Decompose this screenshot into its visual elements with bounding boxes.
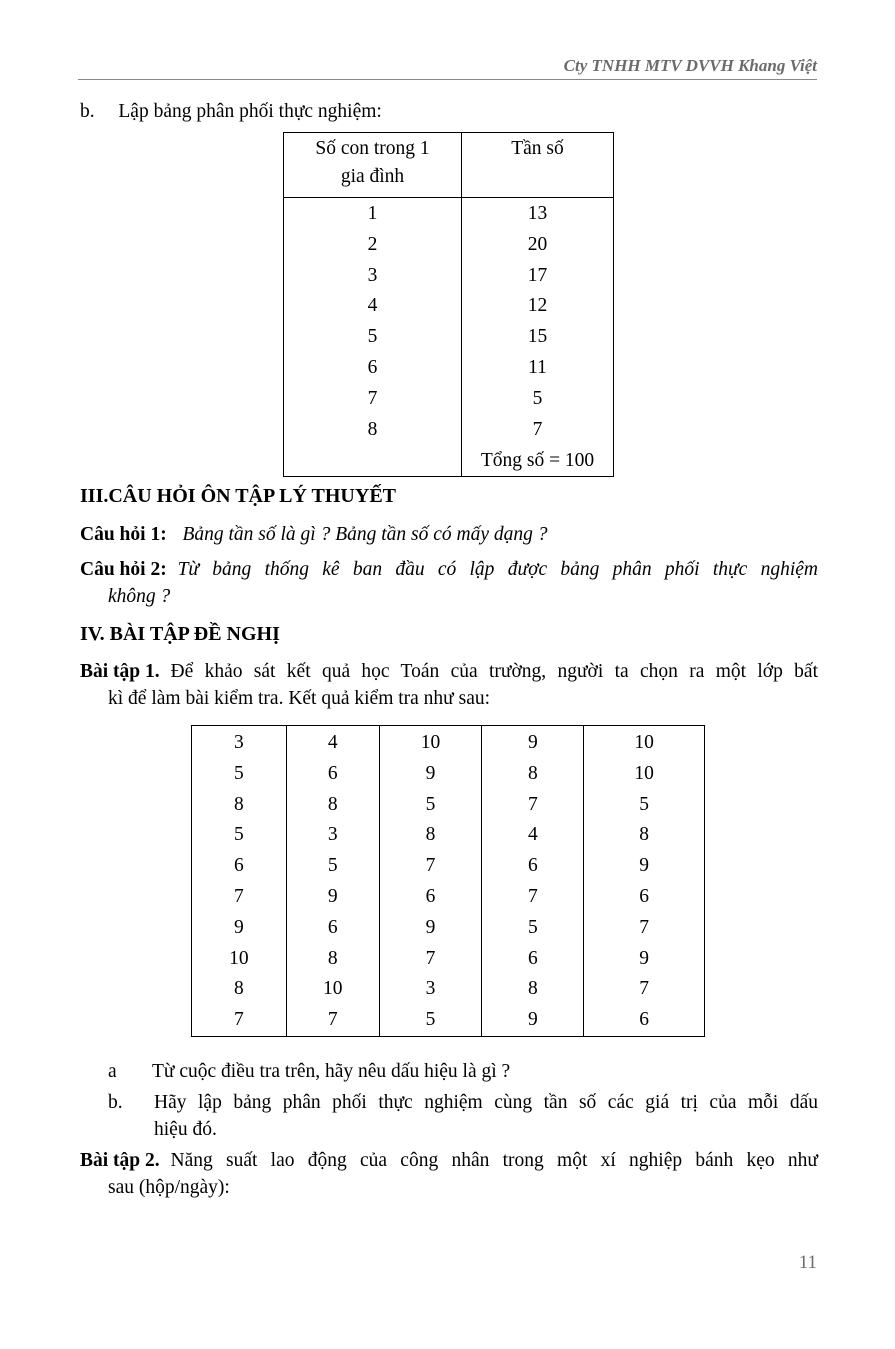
score-cell: 8 xyxy=(286,944,379,975)
score-cell: 9 xyxy=(482,726,584,759)
score-cell: 5 xyxy=(482,913,584,944)
item-a-label: a xyxy=(108,1061,117,1082)
score-cell: 6 xyxy=(482,944,584,975)
exercise-1-text-line2: kì để làm bài kiểm tra. Kết quả kiểm tra như sau: xyxy=(108,688,491,709)
score-cell: 10 xyxy=(584,726,705,759)
score-cell: 10 xyxy=(286,974,379,1005)
score-cell: 6 xyxy=(379,882,482,913)
freq-values-column xyxy=(284,198,462,477)
freq-count-cell: 20 xyxy=(527,233,548,255)
score-cell: 3 xyxy=(286,820,379,851)
score-cell: 7 xyxy=(192,882,287,913)
score-cell: 7 xyxy=(584,974,705,1005)
exercise-2-text-line1: Năng suất lao động của công nhân trong một xí nghiệp bánh kẹo như xyxy=(170,1150,818,1171)
item-b-text-line2: hiệu đó. xyxy=(154,1119,217,1140)
score-cell: 8 xyxy=(286,790,379,821)
freq-header-value-line2: gia đình xyxy=(340,166,405,187)
score-cell: 7 xyxy=(482,882,584,913)
question-2-label: Câu hỏi 2: xyxy=(80,559,167,580)
exercise-1 xyxy=(80,658,818,712)
freq-value-cell: 5 xyxy=(367,326,378,348)
score-cell: 6 xyxy=(584,1005,705,1036)
item-b xyxy=(108,1089,818,1143)
score-cell: 4 xyxy=(482,820,584,851)
freq-header-value-line1: Số con trong 1 xyxy=(315,138,430,159)
score-cell: 10 xyxy=(584,759,705,790)
freq-value-cell: 6 xyxy=(367,356,378,378)
score-row xyxy=(192,790,705,821)
score-cell: 6 xyxy=(192,851,287,882)
question-1-text: Bảng tần số là gì ? Bảng tần số có mấy dạng ? xyxy=(182,524,548,545)
score-row xyxy=(192,944,705,975)
score-cell: 5 xyxy=(286,851,379,882)
frequency-table xyxy=(283,132,614,477)
score-cell: 5 xyxy=(379,790,482,821)
running-header: Cty TNHH MTV DVVH Khang Việt xyxy=(563,56,817,75)
section4-title: IV. BÀI TẬP ĐỀ NGHỊ xyxy=(80,623,280,645)
item-b-label: b. xyxy=(108,1092,123,1113)
score-table xyxy=(191,725,705,1037)
freq-count-cell: 11 xyxy=(528,356,547,378)
score-cell: 9 xyxy=(192,913,287,944)
freq-count-cell: 15 xyxy=(527,326,548,348)
exercise-1-label: Bài tập 1. xyxy=(80,661,160,682)
score-cell: 9 xyxy=(584,944,705,975)
freq-total: Tổng số = 100 xyxy=(480,450,595,472)
freq-value-cell: 8 xyxy=(367,418,378,440)
score-cell: 8 xyxy=(379,820,482,851)
section-b-text: Lập bảng phân phối thực nghiệm: xyxy=(118,101,382,122)
section3-title: III.CÂU HỎI ÔN TẬP LÝ THUYẾT xyxy=(80,485,396,507)
score-cell: 9 xyxy=(379,913,482,944)
header-rule xyxy=(78,79,817,80)
question-1-label: Câu hỏi 1: xyxy=(80,524,167,545)
freq-value-cell: 1 xyxy=(367,203,378,224)
score-row xyxy=(192,726,705,759)
freq-value-cell: 4 xyxy=(367,295,378,317)
score-cell: 4 xyxy=(286,726,379,759)
exercise-2-label: Bài tập 2. xyxy=(80,1150,160,1171)
freq-header-value xyxy=(284,133,462,198)
score-row xyxy=(192,974,705,1005)
score-cell: 5 xyxy=(192,820,287,851)
question-2 xyxy=(80,556,818,610)
score-cell: 10 xyxy=(379,726,482,759)
freq-count-cell: 5 xyxy=(532,387,543,409)
score-row xyxy=(192,759,705,790)
score-row xyxy=(192,1005,705,1036)
score-row xyxy=(192,851,705,882)
question-1 xyxy=(80,521,818,548)
score-cell: 9 xyxy=(482,1005,584,1036)
exercise-2-text-line2: sau (hộp/ngày): xyxy=(108,1177,230,1198)
score-row xyxy=(192,913,705,944)
score-cell: 8 xyxy=(584,820,705,851)
question-2-text-line2: không ? xyxy=(108,586,171,607)
exercise-2 xyxy=(80,1147,818,1201)
question-2-text-line1: Từ bảng thống kê ban đầu có lập được bảng phân phối thực nghiệm xyxy=(177,559,818,580)
score-cell: 6 xyxy=(584,882,705,913)
score-cell: 10 xyxy=(192,944,287,975)
score-cell: 8 xyxy=(482,974,584,1005)
score-cell: 6 xyxy=(482,851,584,882)
score-cell: 7 xyxy=(192,1005,287,1036)
score-cell: 6 xyxy=(286,759,379,790)
score-cell: 9 xyxy=(379,759,482,790)
freq-header-frequency: Tần số xyxy=(462,133,614,198)
item-a xyxy=(108,1058,818,1085)
score-cell: 7 xyxy=(379,944,482,975)
score-cell: 7 xyxy=(482,790,584,821)
freq-value-cell: 3 xyxy=(367,264,378,286)
score-cell: 8 xyxy=(482,759,584,790)
freq-count-cell: 13 xyxy=(527,203,548,224)
score-cell: 7 xyxy=(584,913,705,944)
score-cell: 5 xyxy=(192,759,287,790)
score-cell: 7 xyxy=(379,851,482,882)
page-number: 11 xyxy=(798,1252,817,1273)
score-cell: 9 xyxy=(286,882,379,913)
score-cell: 5 xyxy=(584,790,705,821)
freq-count-cell: 7 xyxy=(532,418,543,440)
score-cell: 6 xyxy=(286,913,379,944)
score-cell: 7 xyxy=(286,1005,379,1036)
freq-value-cell: 2 xyxy=(367,233,378,255)
score-row xyxy=(192,820,705,851)
freq-frequencies-column xyxy=(462,198,614,477)
score-cell: 8 xyxy=(192,790,287,821)
freq-count-cell: 12 xyxy=(527,295,548,317)
score-cell: 3 xyxy=(192,726,287,759)
freq-count-cell: 17 xyxy=(527,264,548,286)
item-b-text-line1: Hãy lập bảng phân phối thực nghiệm cùng tần số các giá trị của mỗi dấu xyxy=(154,1092,818,1113)
section-b-line xyxy=(80,98,818,125)
item-a-text: Từ cuộc điều tra trên, hãy nêu dấu hiệu là gì ? xyxy=(152,1061,511,1082)
score-cell: 8 xyxy=(192,974,287,1005)
exercise-1-text-line1: Để khảo sát kết quả học Toán của trường, người ta chọn ra một lớp bất xyxy=(170,661,818,682)
freq-value-cell: 7 xyxy=(367,387,378,409)
score-cell: 5 xyxy=(379,1005,482,1036)
score-cell: 3 xyxy=(379,974,482,1005)
score-row xyxy=(192,882,705,913)
section-b-label: b. xyxy=(80,101,95,122)
score-cell: 9 xyxy=(584,851,705,882)
